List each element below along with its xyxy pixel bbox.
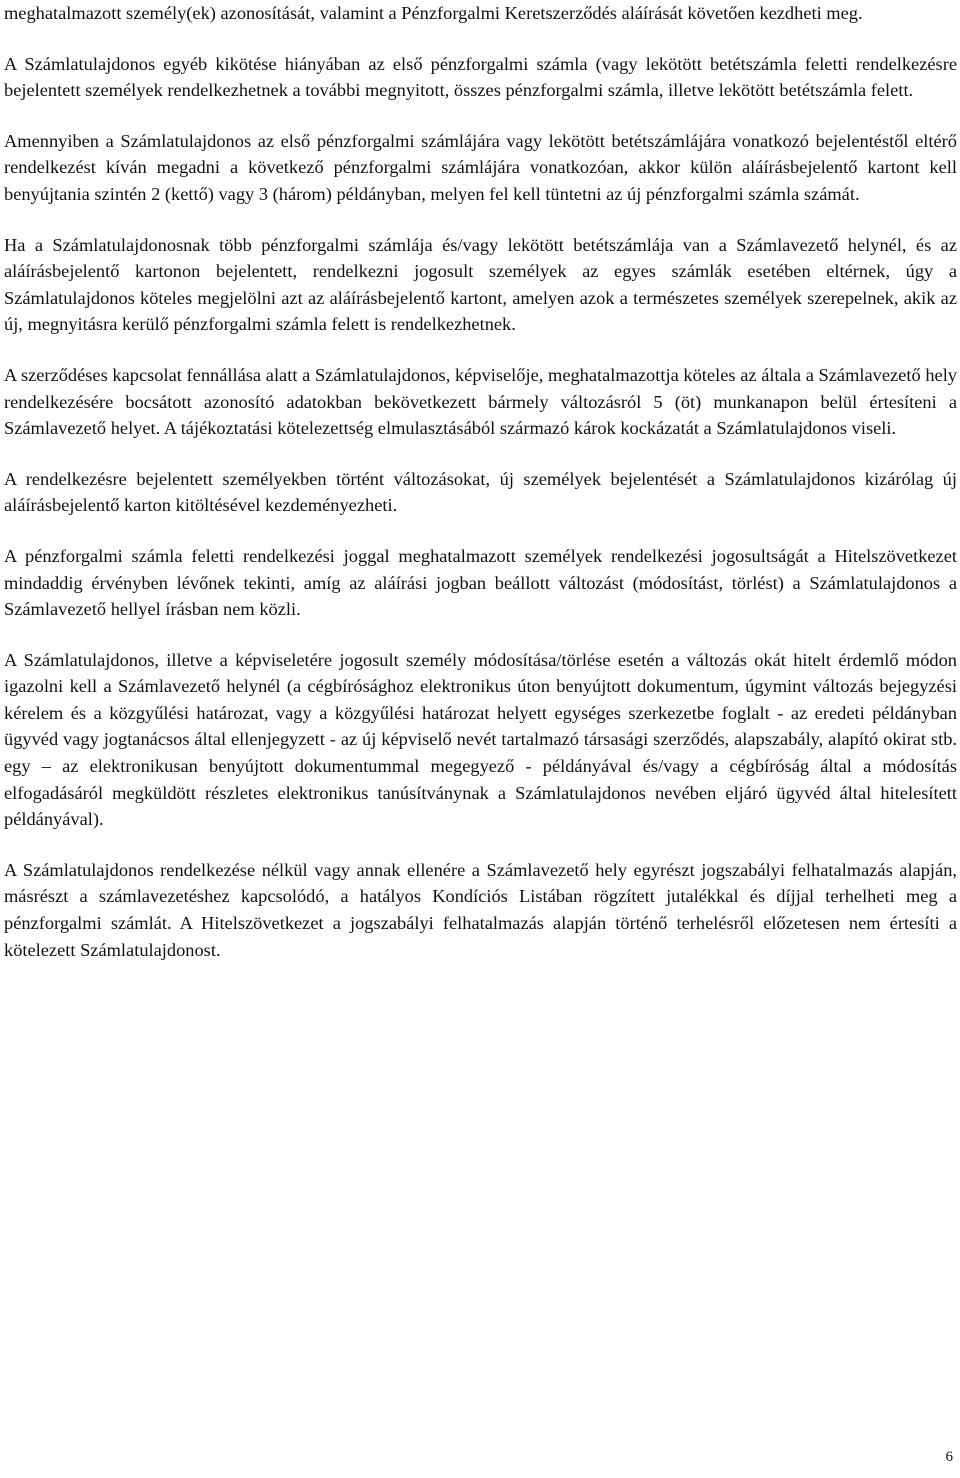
- paragraph: Amennyiben a Számlatulajdonos az első pénzforgalmi számlájára vagy lekötött betétszámlájára vonatkozó bejelentéstől eltérő rendelkezést kíván megadni a következő pénzforgalmi számlájára vonatkozóan, akkor külön aláírásbejelentő kartont kell benyújtania szintén 2 (kettő) vagy 3 (három) példányban, melyen fel kell tüntetni az új pénzforgalmi számla számát.: [4, 130, 957, 204]
- page-number: 6: [945, 1449, 953, 1465]
- paragraph: A szerződéses kapcsolat fennállása alatt a Számlatulajdonos, képviselője, meghatalmazottja köteles az általa a Számlavezető hely rendelkezésére bocsátott azonosító adatokban bekövetkezett bármely változásról 5 (öt) munkanapon belül értesíteni a Számlavezető helyet. A tájékoztatási kötelezettség elmulasztásából származó károk kockázatát a Számlatulajdonos viseli.: [4, 364, 957, 439]
- paragraph: A Számlatulajdonos, illetve a képviseletére jogosult személy módosítása/törlése esetén a változás okát hitelt érdemlő módon igazolni kell a Számlavezető helynél (a cégbírósághoz elektronikus úton benyújtott dokumentum, úgymint változás bejegyzési kérelem és a közgyűlési határozat, vagy a közgyűlési határozat helyett egységes szerkezetbe foglalt - az eredeti példányban ügyvéd vagy jogtanácsos által ellenjegyzett - az új képviselő nevét tartalmazó társasági szerződés, alapszabály, alapító okirat stb. egy – az elektronikusan benyújtott dokumentummal megegyező - példányával és/vagy a cégbíróság által a módosítás elfogadásáról megküldött részletes elektronikus tanúsítványnak a Számlatulajdonos nevében eljáró ügyvéd által hitelesített példányával).: [4, 649, 957, 830]
- paragraph: meghatalmazott személy(ek) azonosítását, valamint a Pénzforgalmi Keretszerződés aláírását követően kezdheti meg.: [4, 3, 863, 23]
- paragraph: A Számlatulajdonos rendelkezése nélkül vagy annak ellenére a Számlavezető hely egyrészt jogszabályi felhatalmazás alapján, másrészt a számlavezetéshez kapcsolódó, a hatályos Kondíciós Listában rögzített jutalékkal és díjjal terhelheti meg a pénzforgalmi számlát. A Hitelszövetkezet a jogszabályi felhatalmazás alapján történő terhelésről előzetesen nem értesíti a kötelezett Számlatulajdonost.: [4, 859, 957, 960]
- paragraph: Ha a Számlatulajdonosnak több pénzforgalmi számlája és/vagy lekötött betétszámlája van a Számlavezető helynél, és az aláírásbejelentő kartonon bejelentett, rendelkezni jogosult személyek az egyes számlák esetében eltérnek, úgy a Számlatulajdonos köteles megjelölni azt az aláírásbejelentő kartont, amelyen azok a természetes személyek szerepelnek, akik az új, megnyitásra kerülő pénzforgalmi számla felett is rendelkezhetnek.: [4, 234, 957, 335]
- paragraph: A pénzforgalmi számla feletti rendelkezési joggal meghatalmazott személyek rendelkezési jogosultságát a Hitelszövetkezet mindaddig érvényben lévőnek tekinti, amíg az aláírási jogban beállott változást (módosítást, törlést) a Számlatulajdonos a Számlavezető hellyel írásban nem közli.: [4, 545, 957, 620]
- paragraph: A rendelkezésre bejelentett személyekben történt változásokat, új személyek bejelentését a Számlatulajdonos kizárólag új aláírásbejelentő karton kitöltésével kezdeményezheti.: [4, 468, 957, 516]
- document-body: [4, 0, 957, 963]
- paragraph: A Számlatulajdonos egyéb kikötése hiányában az első pénzforgalmi számla (vagy lekötött betétszámla feletti rendelkezésre bejelentett személyek rendelkezhetnek a további megnyitott, összes pénzforgalmi számla, illetve lekötött betétszámla felett.: [4, 53, 957, 101]
